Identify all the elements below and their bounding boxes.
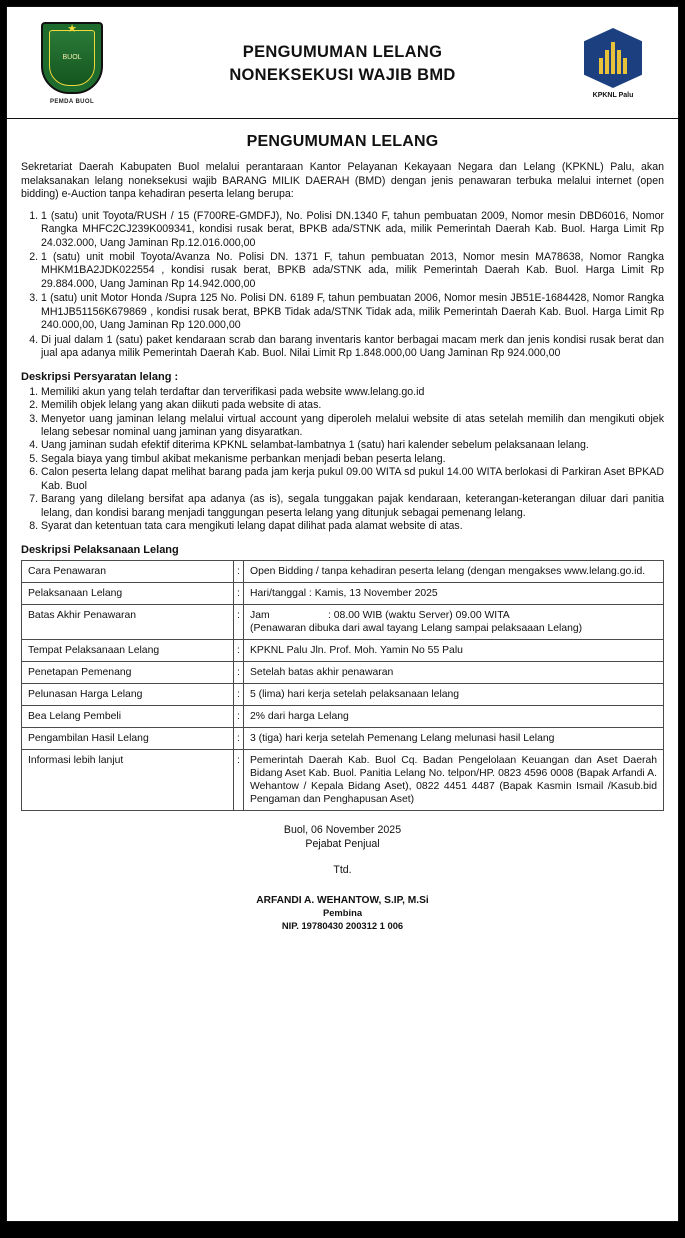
signer-nip: NIP. 19780430 200312 1 006 xyxy=(281,919,404,931)
table-row xyxy=(22,639,664,661)
page-title: PENGUMUMAN LELANG xyxy=(246,133,439,150)
header-title-line1: PENGUMUMAN LELANG xyxy=(242,43,443,62)
signer-rank: Pembina xyxy=(322,907,363,919)
list-item: 2. 1 (satu) unit mobil Toyota/Avanza No. Polisi DN. 1371 F, tahun pembuatan 2013, Nomor mesin MA78638, Nomor Rangka MHKM1BA2JDK022554 , kondisi rusak berat, BPKB ada/STNK ada, milik Pemerintah Daerah Kab. Buol. Harga Limit Rp 29.884.000, Uang Jaminan Rp 14.942.000,00 xyxy=(41,251,664,291)
row-separator: : xyxy=(234,582,244,604)
execution-details-table xyxy=(21,560,664,811)
table-row xyxy=(22,705,664,727)
row-separator: : xyxy=(234,705,244,727)
row-value: 5 (lima) hari kerja setelah pelaksanaan lelang xyxy=(244,683,664,705)
djkn-shield-icon xyxy=(584,28,642,88)
list-item: 1. 1 (satu) unit Toyota/RUSH / 15 (F700RE-GMDFJ), No. Polisi DN.1340 F, tahun pembuatan 2009, Nomor mesin DBD6016, Nomor Rangka MHFC2CJ239K009341, kondisi rusak berat, BPKB ada/STNK ada, milik Pemerintah Daerah Kab. Buol. Harga Limit Rp 24.032.000, Uang Jaminan Rp.12.016.000,00 xyxy=(41,210,664,250)
row-value: 3 (tiga) hari kerja setelah Pemenang Lelang melunasi hasil Lelang xyxy=(244,727,664,749)
announcement-document xyxy=(6,6,679,1222)
signer-role: Pejabat Penjual xyxy=(305,837,380,850)
document-body xyxy=(7,119,678,937)
signer-name: ARFANDI A. WEHANTOW, S.IP, M.Si xyxy=(256,894,429,906)
pemda-buol-logo xyxy=(17,22,127,105)
list-item: 4. Di jual dalam 1 (satu) paket kendaraan scrab dan barang inventaris kantor berbagai macam merk dan jenis kondisi rusak berat dan jual apa adanya milik Pemerintah Daerah Kab. Buol. Nilai Limit Rp 1.848.000,00 Uang Jaminan Rp 924.000,00 xyxy=(41,334,664,361)
list-item: 5. Segala biaya yang timbul akibat mekanisme perbankan menjadi beban peserta lelang. xyxy=(41,453,664,466)
row-key: Penetapan Pemenang xyxy=(22,661,234,683)
kpknl-palu-logo-caption: KPKNL Palu xyxy=(592,92,634,99)
row-key: Bea Lelang Pembeli xyxy=(22,705,234,727)
list-item: 3. 1 (satu) unit Motor Honda /Supra 125 No. Polisi DN. 6189 F, tahun pembuatan 2006, Nomor mesin JB51E-1684428, Nomor Rangka MH1JB51156K679869 , kondisi rusak berat, BPKB Tidak ada/STNK Tidak ada, milik Pemerintah Daerah Kab. Buol. Harga Limit Rp 240.000,00, Uang Jaminan Rp 120.000,00 xyxy=(41,292,664,332)
list-item: 1. Memiliki akun yang telah terdaftar dan terverifikasi pada website www.lelang.go.id xyxy=(41,386,664,399)
list-item: 7. Barang yang dilelang bersifat apa adanya (as is), segala tunggakan pajak kendaraan, keterangan-keterangan diluar dari panitia lelang, dan kondisi barang menjadi tanggungan peserta lelang yang ditunjuk sebagai pemenang lelang. xyxy=(41,493,664,520)
signature-block xyxy=(21,823,664,933)
row-key: Pelaksanaan Lelang xyxy=(22,582,234,604)
place-date: Buol, 06 November 2025 xyxy=(283,823,402,836)
table-row xyxy=(22,683,664,705)
row-separator: : xyxy=(234,661,244,683)
row-separator: : xyxy=(234,560,244,582)
row-key: Pelunasan Harga Lelang xyxy=(22,683,234,705)
row-key: Informasi lebih lanjut xyxy=(22,749,234,810)
table-row xyxy=(22,582,664,604)
row-value: Setelah batas akhir penawaran xyxy=(244,661,664,683)
row-value: Open Bidding / tanpa kehadiran peserta lelang (dengan mengakses www.lelang.go.id. xyxy=(244,560,664,582)
row-value: 2% dari harga Lelang xyxy=(244,705,664,727)
list-item: 8. Syarat dan ketentuan tata cara mengikuti lelang dapat dilihat pada alamat website di atas. xyxy=(41,520,664,533)
row-separator: : xyxy=(234,604,244,639)
header-title-block xyxy=(127,41,558,86)
header-title-line2: NONEKSEKUSI WAJIB BMD xyxy=(229,65,456,84)
crest-inner: BUOL xyxy=(49,30,95,86)
pemda-buol-logo-caption: PEMDA BUOL xyxy=(49,99,95,105)
document-header xyxy=(7,7,678,119)
row-value xyxy=(244,604,664,639)
signature-mark: Ttd. xyxy=(333,864,352,877)
list-item: 2. Memilih objek lelang yang akan diikuti pada website di atas. xyxy=(41,399,664,412)
row-key: Cara Penawaran xyxy=(22,560,234,582)
list-item: 6. Calon peserta lelang dapat melihat barang pada jam kerja pukul 09.00 WITA sd pukul 14.00 WITA berlokasi di Parkiran Aset BPKAD Kab. Buol xyxy=(41,466,664,493)
execution-heading: Deskripsi Pelaksanaan Lelang xyxy=(21,543,179,556)
row-value: Hari/tanggal : Kamis, 13 November 2025 xyxy=(244,582,664,604)
table-row xyxy=(22,661,664,683)
list-item: 3. Menyetor uang jaminan lelang melalui virtual account yang diperoleh melalui website di atas setelah memilih dan mengikuti objek lelang sebesar nominal uang jaminan yang disyaratkan. xyxy=(41,413,664,440)
row-value-time-text: : 08.00 WIB (waktu Server) 09.00 WITA xyxy=(328,609,510,621)
list-item: 4. Uang jaminan sudah efektif diterima KPKNL selambat-lambatnya 1 (satu) hari kalender sebelum pelaksanaan lelang. xyxy=(41,439,664,452)
row-separator: : xyxy=(234,683,244,705)
star-icon: ★ xyxy=(67,23,77,35)
regency-crest-icon xyxy=(41,22,103,94)
row-separator: : xyxy=(234,639,244,661)
row-key: Batas Akhir Penawaran xyxy=(22,604,234,639)
row-value: KPKNL Palu Jln. Prof. Moh. Yamin No 55 Palu xyxy=(244,639,664,661)
row-key: Pengambilan Hasil Lelang xyxy=(22,727,234,749)
djkn-bars-icon xyxy=(599,42,627,74)
row-value-time xyxy=(250,609,657,622)
intro-paragraph: Sekretariat Daerah Kabupaten Buol melalui perantaraan Kantor Pelayanan Kekayaan Negara dan Lelang (KPKNL) Palu, akan melaksanakan lelang noneksekusi wajib BARANG MILIK DAERAH (BMD) dengan jenis penawaran terbuka melalui internet (open bidding) e-Auction tanpa kehadiran peserta lelang berupa: xyxy=(21,161,664,201)
row-value-note: (Penawaran dibuka dari awal tayang Lelang sampai pelaksaaan Lelang) xyxy=(250,622,583,634)
row-value: Pemerintah Daerah Kab. Buol Cq. Badan Pengelolaan Keuangan dan Aset Daerah Bidang Aset Kab. Buol. Panitia Lelang No. telpon/HP. 0823 4596 0008 (Bapak Arfandi A. Wehantow / Kepala Bidang Aset), 0822 4451 4487 (Bapak Kasmin Ismail /Kasub.bid Pengaman dan Penghapusan Aset) xyxy=(244,749,664,810)
row-separator: : xyxy=(234,749,244,810)
row-separator: : xyxy=(234,727,244,749)
lot-list xyxy=(21,210,664,361)
table-row xyxy=(22,727,664,749)
requirements-list xyxy=(21,386,664,534)
table-row xyxy=(22,604,664,639)
row-value-time-label: Jam xyxy=(250,609,270,621)
table-row xyxy=(22,560,664,582)
row-key: Tempat Pelaksanaan Lelang xyxy=(22,639,234,661)
kpknl-palu-logo xyxy=(558,28,668,99)
table-row xyxy=(22,749,664,810)
requirements-heading: Deskripsi Persyaratan lelang : xyxy=(21,370,179,383)
